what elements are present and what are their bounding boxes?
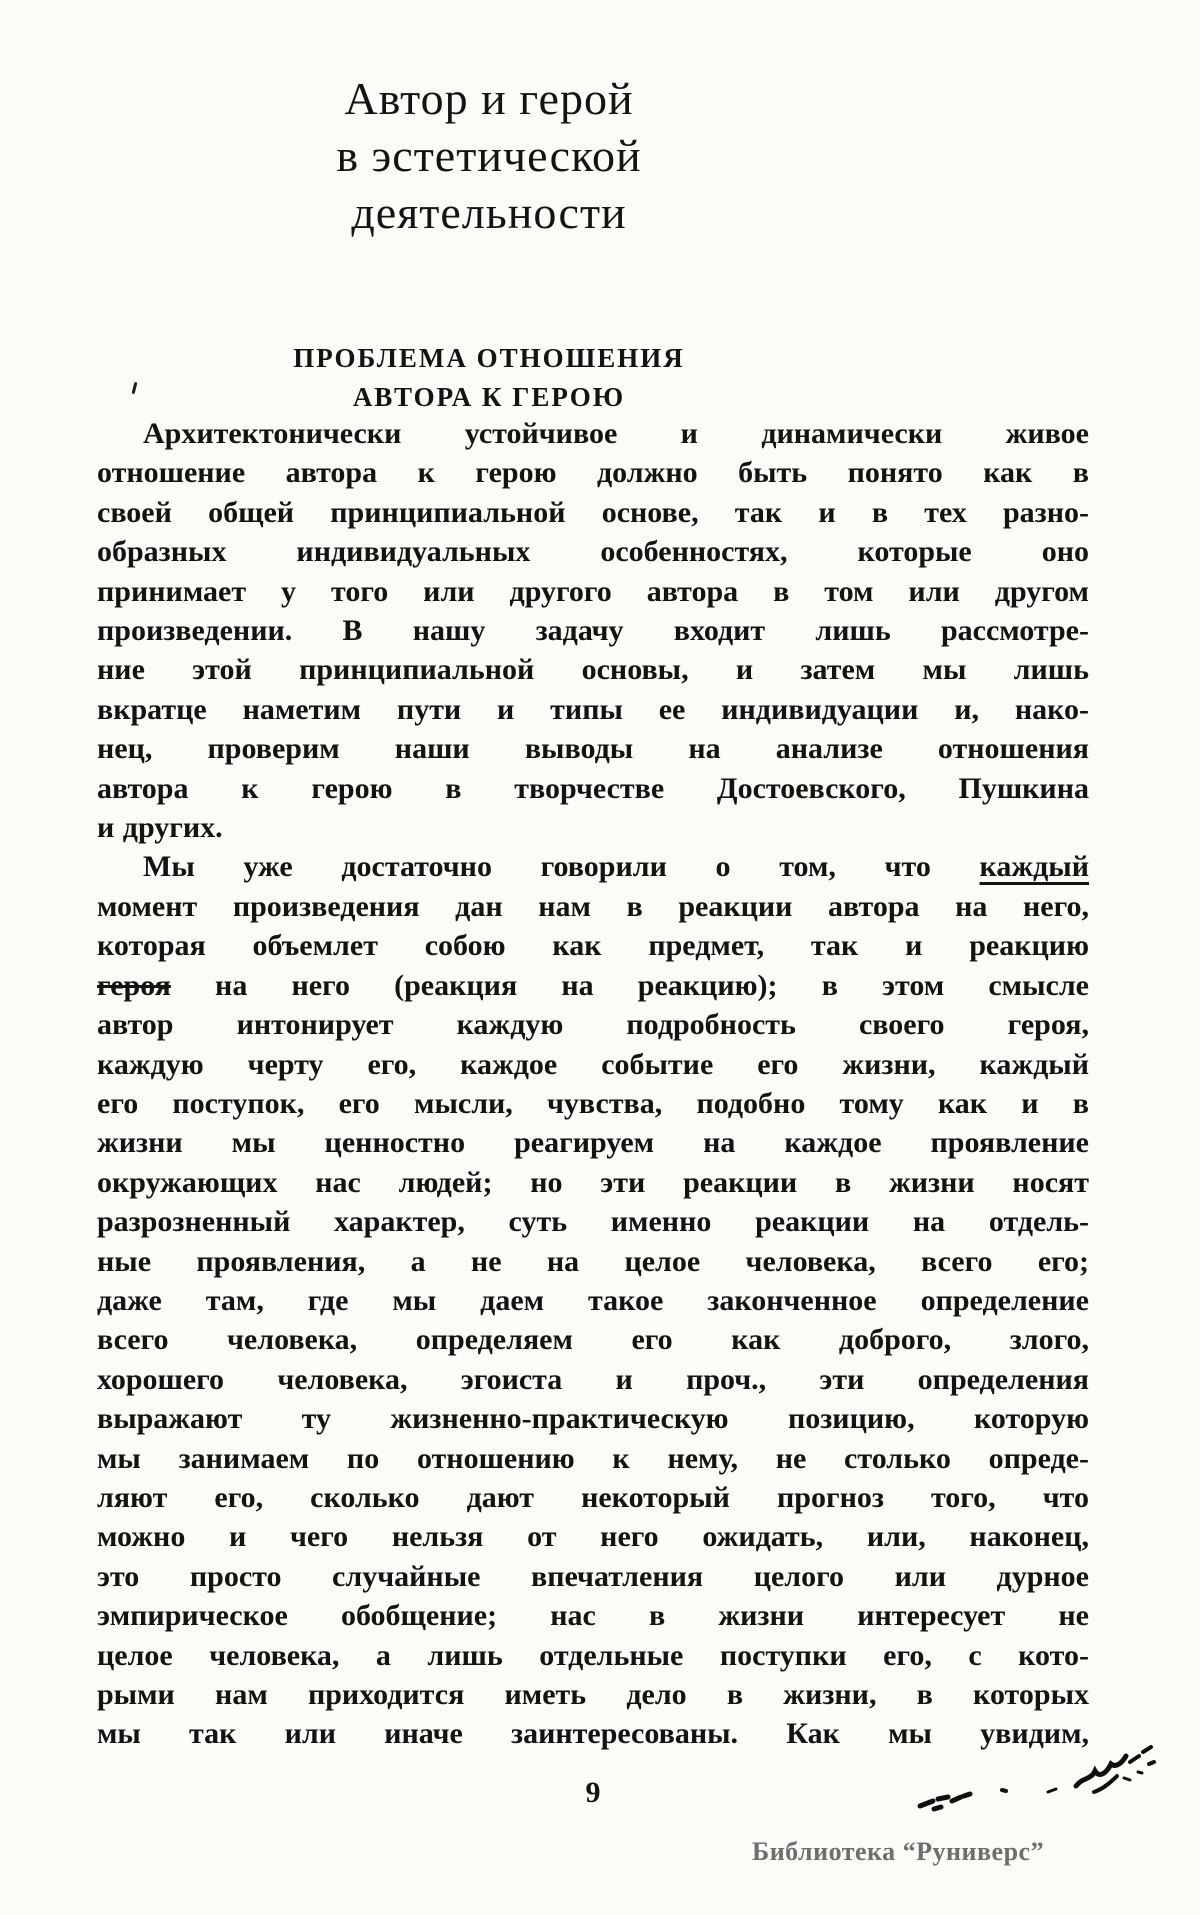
heading-line: ПРОБЛЕМА ОТНОШЕНИЯ: [293, 343, 685, 373]
text-line: хорошего человека, эгоиста и проч., эти определения: [97, 1362, 1089, 1396]
text-line: ние этой принципиальной основы, и затем мы лишь: [97, 653, 1089, 687]
title-line: в эстетической: [336, 130, 642, 181]
text-line: отношение автора к герою должно быть понято как в: [97, 456, 1089, 490]
title-line: деятельности: [351, 187, 627, 238]
text-line: жизни мы ценностно реагируем на каждое проявление: [97, 1126, 1089, 1160]
text-line: автор интонирует каждую подробность своего героя,: [97, 1008, 1089, 1042]
text-line: образных индивидуальных особенностях, которые оно: [97, 535, 1089, 569]
text-line: автора к герою в творчестве Достоевского, Пушкина: [97, 771, 1089, 805]
text-line: Мы уже достаточно говорили о том, что каждый: [143, 850, 1089, 884]
text-line: разрозненный характер, суть именно реакции на отдель-: [97, 1205, 1089, 1239]
text-line: Архитектонически устойчивое и динамически живое: [143, 417, 1089, 450]
text-line: каждую черту его, каждое событие его жизни, каждый: [97, 1047, 1089, 1081]
text-line: вкратце наметим пути и типы ее индивидуации и, нако-: [97, 692, 1089, 726]
text-line: ные проявления, а не на целое человека, всего его;: [97, 1244, 1089, 1278]
text-line: даже там, где мы даем такое законченное определение: [97, 1283, 1089, 1317]
page-number: 9: [585, 1776, 601, 1809]
text-line: его поступок, его мысли, чувства, подобно тому как и в: [97, 1086, 1089, 1120]
text-line: целое человека, а лишь отдельные поступки его, с кото-: [97, 1638, 1089, 1672]
body-text: [97, 414, 1089, 1754]
text-line: рыми нам приходится иметь дело в жизни, в которых: [97, 1678, 1089, 1711]
runivers-watermark: Библиотека “Руниверс”: [752, 1837, 1045, 1866]
text-line: нец, проверим наши выводы на анализе отношения: [97, 732, 1089, 766]
text-line: произведении. В нашу задачу входит лишь рассмотре-: [97, 614, 1089, 648]
title-line: Автор и герой: [344, 73, 634, 124]
ink-scribble-icon: [898, 1740, 1158, 1835]
text-line: можно и чего нельзя от него ожидать, или, наконец,: [97, 1520, 1089, 1554]
text-line: всего человека, определяем его как доброго, злого,: [97, 1323, 1089, 1357]
heading-line: АВТОРА К ГЕРОЮ: [352, 382, 626, 412]
text-line: эмпирическое обобщение; нас в жизни интересует не: [97, 1599, 1089, 1633]
struck-word: героя: [97, 968, 171, 1002]
text-line: выражают ту жизненно-практическую позицию, которую: [97, 1402, 1089, 1436]
section-heading: [0, 339, 978, 417]
text-line: мы так или иначе заинтересованы. Как мы увидим,: [97, 1717, 1089, 1751]
underlined-word: каждый: [979, 850, 1089, 884]
text-line: своей общей принципиальной основе, так и в тех разно-: [97, 495, 1089, 529]
text-line: ляют его, сколько дают некоторый прогноз того, что: [97, 1480, 1089, 1514]
text-line: окружающих нас людей; но эти реакции в жизни носят: [97, 1165, 1089, 1199]
text-line: момент произведения дан нам в реакции автора на него,: [97, 889, 1089, 923]
text-line: героя на него (реакция на реакцию); в этом смысле: [97, 968, 1089, 1002]
text-line: принимает у того или другого автора в том или другом: [97, 574, 1089, 608]
text-line: которая объемлет собою как предмет, так и реакцию: [97, 929, 1089, 963]
page-title: [0, 70, 978, 241]
text-line: и других.: [97, 811, 223, 845]
text-line: это просто случайные впечатления целого или дурное: [97, 1559, 1089, 1593]
text-line: мы занимаем по отношению к нему, не столько опреде-: [97, 1441, 1089, 1475]
